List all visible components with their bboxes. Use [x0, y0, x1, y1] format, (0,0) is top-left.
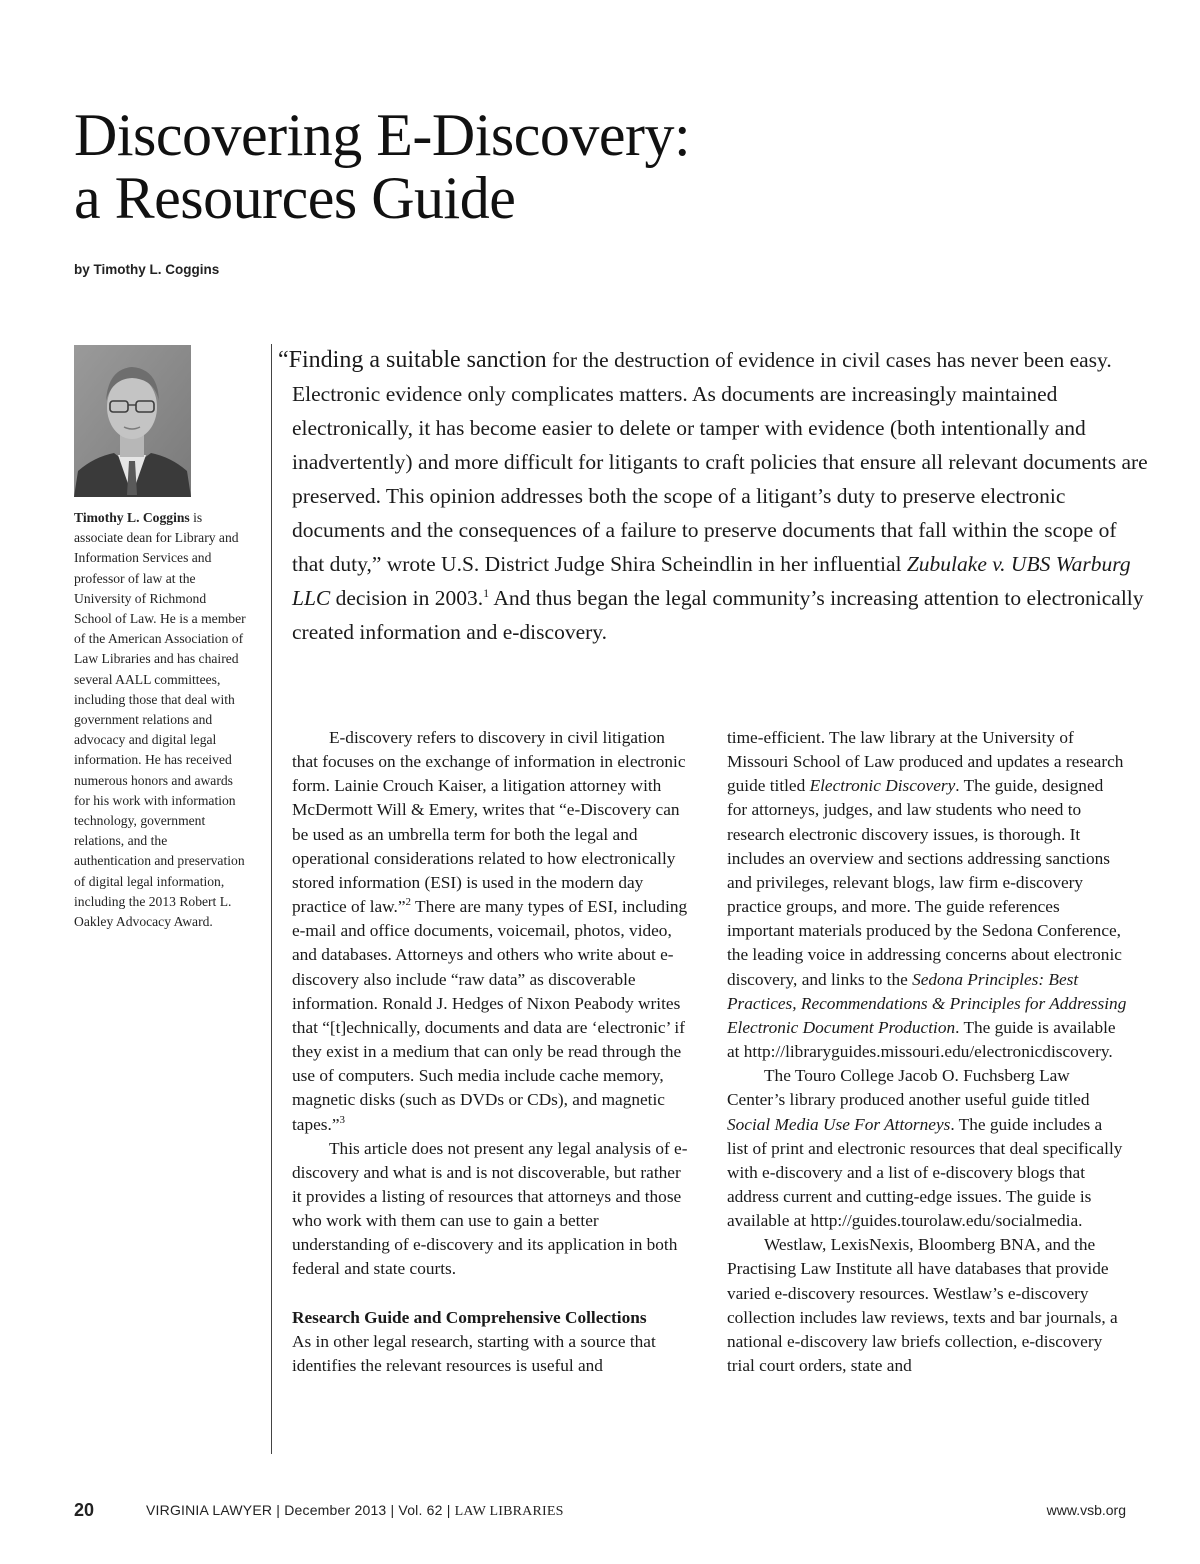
paragraph-text: . The guide includes a list of print and electronic resources that deal specifically with e-discovery and a list of e-discovery blogs that address current and cutting-edge issues. The guide is available at http://guides.tourolaw.edu/socialmedia.: [727, 1114, 1123, 1231]
section-heading: Research Guide and Comprehensive Collections: [292, 1307, 647, 1327]
title-line-1: Discovering E-Discovery:: [74, 102, 691, 168]
paragraph-text: time-efficient. The law library at the University of Missouri School of Law produced and updates a research guide titled: [727, 728, 1124, 796]
footnote-ref-3[interactable]: 3: [339, 1113, 345, 1126]
article-title: [74, 104, 690, 230]
byline: by Timothy L. Coggins: [74, 262, 220, 277]
issue-info: | December 2013 | Vol. 62 |: [272, 1502, 455, 1518]
pull-quote-lead: “Finding a suitable sanction: [278, 347, 547, 373]
publication-title: Sedona Principles: Best Practices, Recommendations & Principles for Addressing Electronic Document Production: [727, 969, 1127, 1037]
page-number: 20: [74, 1500, 95, 1520]
paragraph: This article does not present any legal analysis of e-discovery and what is and is not discoverable, but rather it provides a listing of resources that attorneys and those who work with them can use to gain a better understanding of e-discovery and its application in both federal and state courts.: [292, 1138, 688, 1279]
column-divider: [271, 344, 272, 1454]
website-link[interactable]: www.vsb.org: [1046, 1502, 1126, 1518]
body-column-2: [727, 726, 1127, 1378]
journal-name: VIRGINIA LAWYER: [146, 1502, 273, 1518]
paragraph-text: . The guide, designed for attorneys, judges, and law students who need to research electronic discovery issues, is thorough. It includes an overview and sections addressing sanctions and privileges, relevant blogs, law firm e-discovery practice groups, and more. The guide references important materials produced by the Sedona Conference, the leading voice in addressing concerns about electronic discovery, and links to the: [727, 776, 1122, 989]
paragraph-text: . The guide is available at http://libraryguides.missouri.edu/electronicdiscovery.: [727, 1017, 1116, 1062]
paragraph: [727, 1064, 1127, 1233]
page-footer: [74, 1500, 1126, 1524]
author-portrait-image: [74, 345, 191, 497]
pull-quote: [278, 343, 1152, 649]
author-photo: [74, 345, 191, 497]
pull-quote-text: for the destruction of evidence in civil cases has never been easy. Electronic evidence only complicates matters. As documents are increasingly maintained electronically, it has become easier to delete or tamper with evidence (both intentionally and inadvertently) and more difficult for litigants to craft policies that ensure all relevant documents are preserved. This opinion addresses both the scope of a litigant’s duty to preserve electronic documents and the consequences of a failure to preserve documents that fall within the scope of that duty,” wrote U.S. District Judge Shira Scheindlin in her influential: [292, 348, 1148, 576]
footnote-ref-1[interactable]: 1: [483, 585, 490, 600]
paragraph-text: E-discovery refers to discovery in civil litigation that focuses on the exchange of information in electronic form. Lainie Crouch Kaiser, a litigation attorney with McDermott Will & Emery, writes that “e-Discovery can be used as an umbrella term for both the legal and operational considerations related to how electronically stored information (ESI) is used in the modern day practice of law.”: [292, 728, 686, 917]
paragraph: [727, 726, 1127, 1064]
guide-title: Electronic Discovery: [809, 776, 956, 796]
paragraph-text: There are many types of ESI, including e-mail and office documents, voicemail, photos, video, and databases. Attorneys and others who write about e-discovery also include “raw data” as discoverable information. Ronald J. Hedges of Nixon Peabody writes that “[t]echnically, documents and data are ‘electronic’ if they exist in a medium that can only be read through the use of computers. Such media include cache memory, magnetic disks (such as DVDs or CDs), and magnetic tapes.”: [292, 897, 688, 1134]
footnote-ref-2[interactable]: 2: [405, 896, 412, 909]
section-name: LAW LIBRARIES: [454, 1504, 564, 1519]
bio-text: is associate dean for Library and Information Services and professor of law at the University of Richmond School of Law. He is a member of the American Association of Law Libraries and has chaired several AALL committees, including those that deal with government relations and advocacy and digital legal information. He has received numerous honors and awards for his work with information technology, government relations, and the authentication and preservation of digital legal information, including the 2013 Robert L. Oakley Advocacy Award.: [74, 510, 246, 930]
pull-quote-text-2: decision in 2003.: [330, 586, 484, 610]
pull-quote-text-3: And thus began the legal community’s increasing attention to electronically created information and e-discovery.: [292, 586, 1144, 644]
body-column-1: [292, 726, 692, 1378]
journal-info: [146, 1502, 564, 1520]
paragraph-text: The Touro College Jacob O. Fuchsberg Law Center’s library produced another useful guide titled: [727, 1066, 1090, 1110]
guide-title: Social Media Use For Attorneys: [727, 1114, 951, 1134]
paragraph: Westlaw, LexisNexis, Bloomberg BNA, and the Practising Law Institute all have databases that provide varied e-discovery resources. Westlaw’s e-discovery collection includes law reviews, texts and bar journals, a national e-discovery law briefs collection, e-discovery trial court orders, state and: [727, 1235, 1118, 1376]
paragraph: [292, 726, 692, 1137]
title-line-2: a Resources Guide: [74, 165, 516, 231]
case-name: Zubulake v. UBS Warburg LLC: [292, 552, 1131, 610]
paragraph: As in other legal research, starting with a source that identifies the relevant resources is useful and: [292, 1331, 656, 1375]
bio-author-name: Timothy L. Coggins: [74, 510, 190, 525]
author-bio: [74, 508, 246, 932]
